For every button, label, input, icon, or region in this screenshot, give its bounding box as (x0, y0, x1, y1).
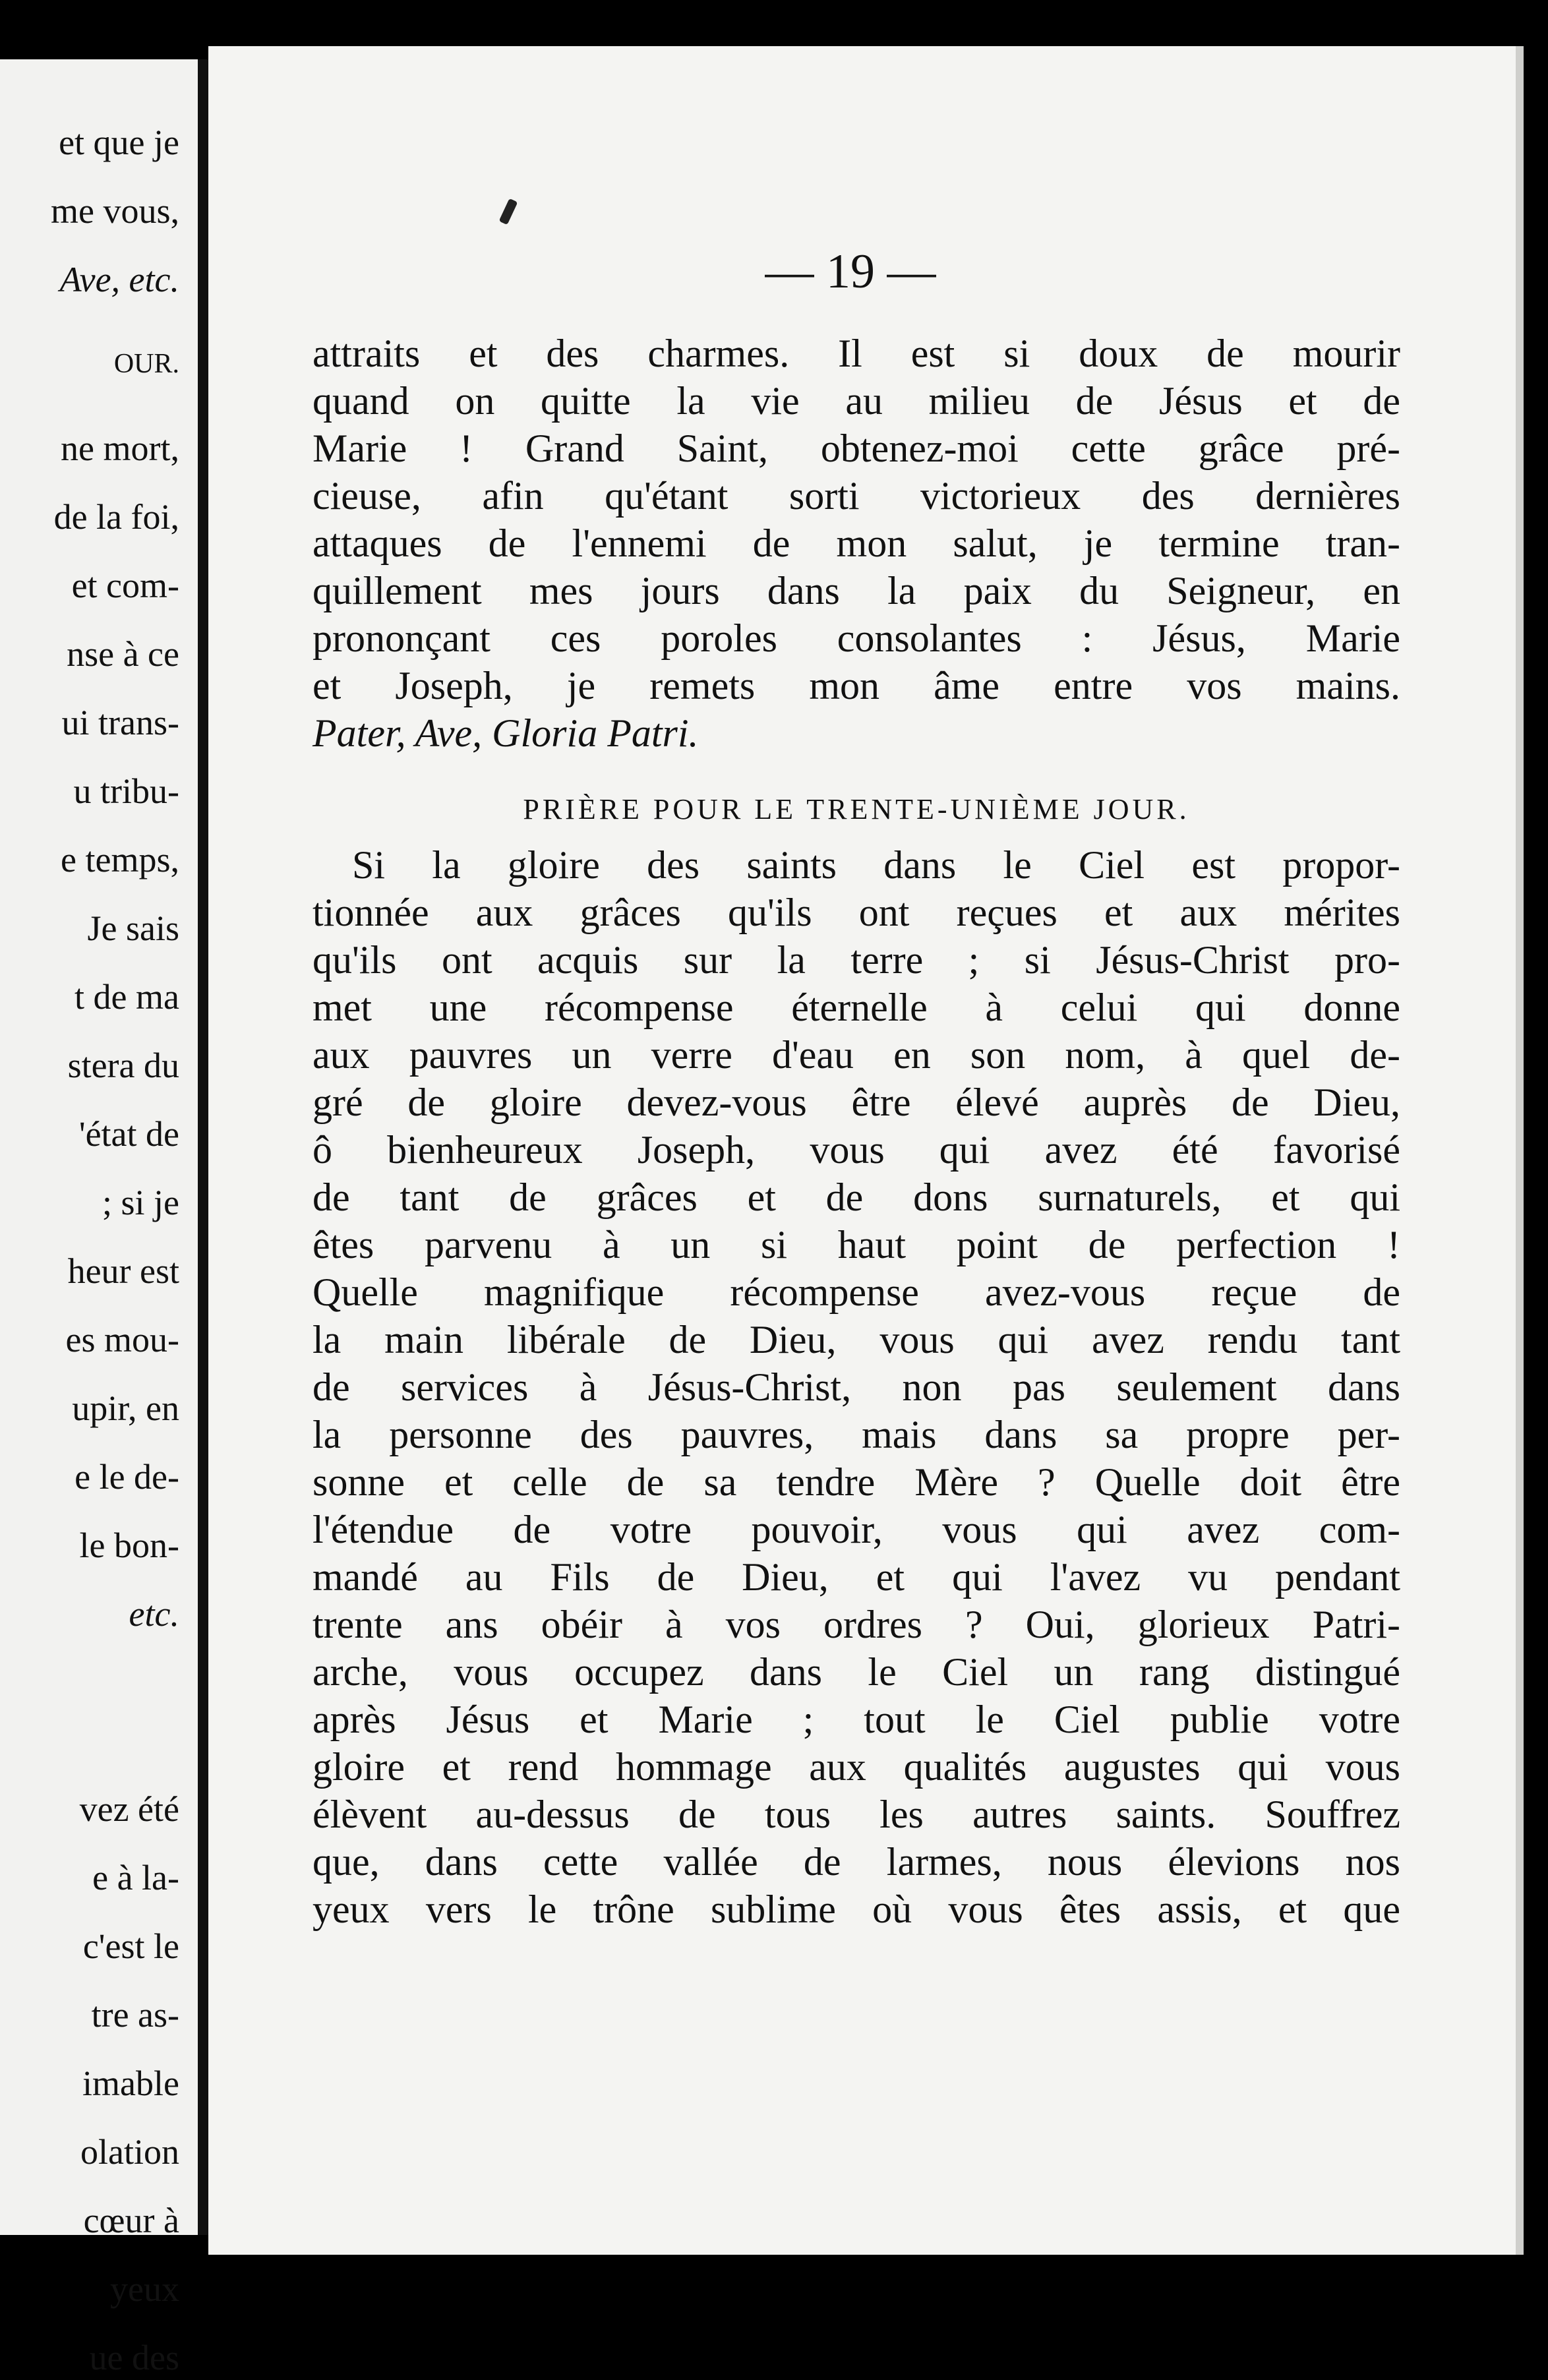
text-line: la personne des pauvres, mais dans sa propre per- (313, 1413, 1400, 1456)
text-line: prononçant ces poroles consolantes : Jésus, Marie (313, 616, 1400, 660)
left-page-line: ui trans- (61, 703, 179, 742)
left-page-line: yeux (110, 2269, 179, 2309)
left-page-line: et com- (71, 566, 179, 605)
text-line: la main libérale de Dieu, vous qui avez rendu tant (313, 1318, 1400, 1361)
left-page-line: imable (82, 2064, 179, 2103)
text-line: mandé au Fils de Dieu, et qui l'avez vu pendant (313, 1555, 1400, 1599)
text-line: attaques de l'ennemi de mon salut, je termine tran- (313, 521, 1400, 565)
left-page-line: nse à ce (67, 634, 179, 674)
left-page-line: e le de- (74, 1457, 179, 1497)
left-page-line: heur est (67, 1251, 179, 1291)
text-line: cieuse, afin qu'étant sorti victorieux des dernières (313, 474, 1400, 518)
text-line: après Jésus et Marie ; tout le Ciel publie votre (313, 1698, 1400, 1741)
text-line: yeux vers le trône sublime où vous êtes assis, et que (313, 1888, 1400, 1931)
left-page-line: c'est le (82, 1926, 179, 1966)
left-page-line: e temps, (61, 840, 179, 879)
left-page-line: es mou- (65, 1320, 179, 1359)
left-page-line: Je sais (87, 908, 179, 948)
text-line: de services à Jésus-Christ, non pas seulement dans (313, 1365, 1400, 1409)
text-line: Quelle magnifique récompense avez-vous reçue de (313, 1270, 1400, 1314)
paragraph-1 (313, 330, 1400, 709)
text-line: sonne et celle de sa tendre Mère ? Quelle doit être (313, 1460, 1400, 1504)
left-page-line: le bon- (79, 1526, 179, 1565)
left-page-line: de la foi, (53, 497, 179, 537)
text-line: que, dans cette vallée de larmes, nous élevions nos (313, 1840, 1400, 1884)
left-page-line: u tribu- (73, 771, 179, 811)
left-page-line: Ave, etc. (59, 260, 179, 299)
text-line: trente ans obéir à vos ordres ? Oui, glorieux Patri- (313, 1603, 1400, 1646)
left-page-line: etc. (129, 1594, 179, 1634)
page-gutter (198, 59, 208, 2235)
left-page-line: tre as- (91, 1995, 179, 2035)
text-line: quillement mes jours dans la paix du Seigneur, en (313, 569, 1400, 612)
text-line: tionnée aux grâces qu'ils ont reçues et aux mérites (313, 891, 1400, 934)
text-line: Si la gloire des saints dans le Ciel est propor- (352, 843, 1400, 887)
text-line: êtes parvenu à un si haut point de perfection ! (313, 1223, 1400, 1266)
paragraph-1-closing: Pater, Ave, Gloria Patri. (313, 711, 699, 755)
left-page-line: OUR. (113, 349, 179, 379)
text-line: et Joseph, je remets mon âme entre vos mains. (313, 664, 1400, 707)
page-number: — 19 — (765, 245, 936, 299)
text-line: attraits et des charmes. Il est si doux de mourir (313, 332, 1400, 375)
text-line: aux pauvres un verre d'eau en son nom, à quel de- (313, 1033, 1400, 1077)
left-page-fragment (0, 59, 198, 2377)
left-page-line: ; si je (102, 1183, 179, 1222)
text-line: gré de gloire devez-vous être élevé auprès de Dieu, (313, 1081, 1400, 1124)
left-page-line: et que je (59, 123, 179, 162)
ink-mark (499, 198, 518, 225)
left-page-line: e à la- (92, 1858, 179, 1897)
text-line: élèvent au-dessus de tous les autres saints. Souffrez (313, 1793, 1400, 1836)
left-page-line: olation (80, 2132, 179, 2172)
text-line: gloire et rend hommage aux qualités augustes qui vous (313, 1745, 1400, 1789)
section-heading: PRIÈRE POUR LE TRENTE-UNIÈME JOUR. (523, 793, 1190, 825)
text-line: Marie ! Grand Saint, obtenez-moi cette grâce pré- (313, 427, 1400, 470)
text-line: quand on quitte la vie au milieu de Jésus et de (313, 379, 1400, 423)
text-line: l'étendue de votre pouvoir, vous qui avez com- (313, 1508, 1400, 1551)
left-page-line: vez été (79, 1789, 179, 1829)
left-page-line: ne mort, (61, 429, 179, 468)
text-line: qu'ils ont acquis sur la terre ; si Jésus-Christ pro- (313, 938, 1400, 982)
left-page-line: stera du (67, 1046, 179, 1085)
left-page-line: 'état de (78, 1114, 179, 1154)
left-page-line: cœur à (83, 2201, 179, 2240)
text-line: arche, vous occupez dans le Ciel un rang distingué (313, 1650, 1400, 1694)
text-line: met une récompense éternelle à celui qui donne (313, 986, 1400, 1029)
left-page-line: upir, en (72, 1388, 179, 1428)
left-page-line: t de ma (74, 977, 179, 1017)
paragraph-2 (313, 841, 1400, 1933)
text-block (313, 330, 1400, 1933)
text-line: ô bienheureux Joseph, vous qui avez été favorisé (313, 1128, 1400, 1172)
left-page-line: ue des (89, 2338, 179, 2377)
text-line: de tant de grâces et de dons surnaturels, et qui (313, 1175, 1400, 1219)
left-page-line: me vous, (51, 191, 179, 231)
